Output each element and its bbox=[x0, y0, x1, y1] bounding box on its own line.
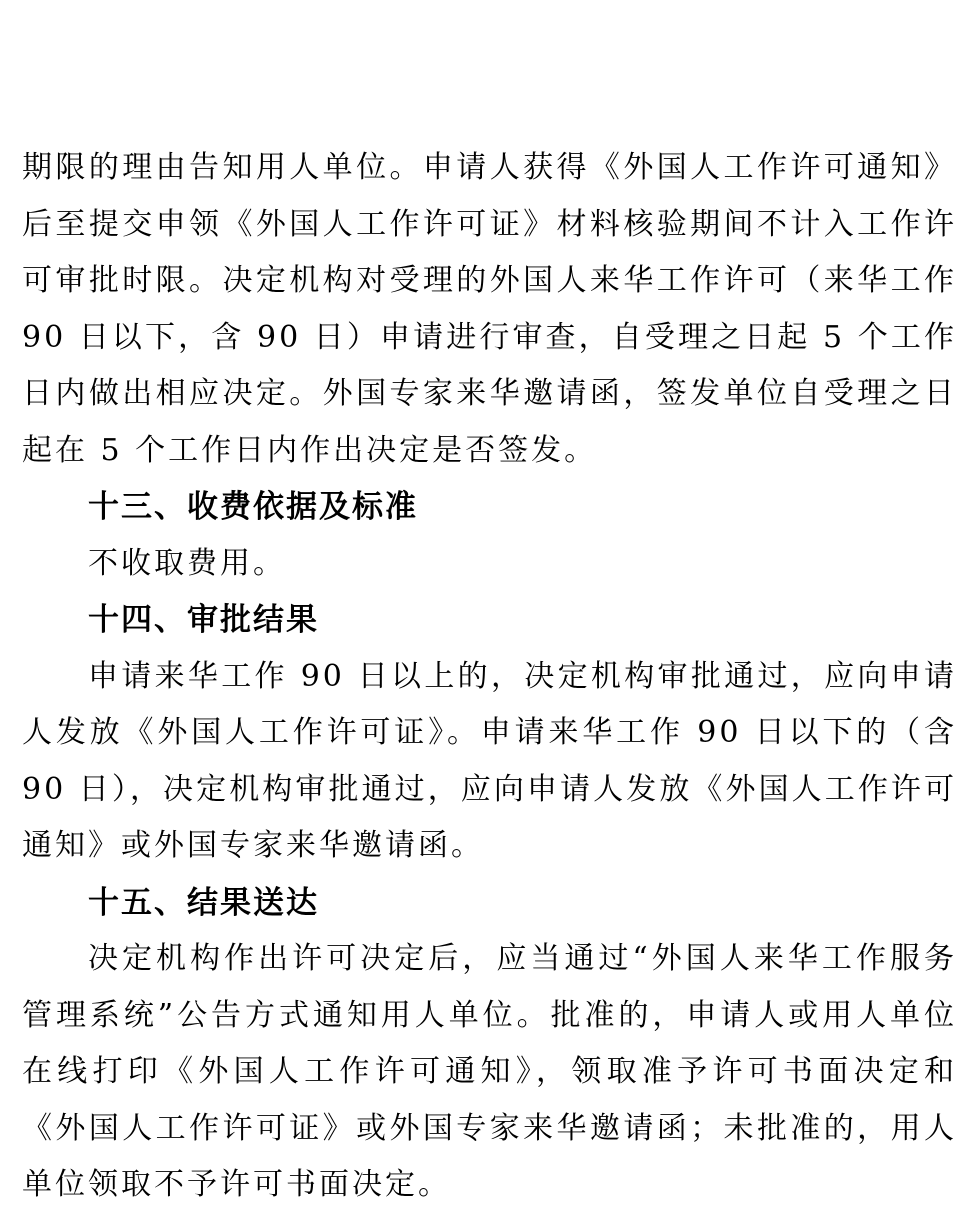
section-13-heading: 十三、收费依据及标准 bbox=[88, 489, 418, 525]
section-14-heading: 十四、审批结果 bbox=[88, 602, 319, 638]
section-15-body: 决定机构作出许可决定后，应当通过“外国人来华工作服务管理系统”公告方式通知用人单位。批准的，申请人或用人单位在线打印《外国人工作许可通知》，领取准予许可书面决定和《外国人工作许可证》或外国专家来华邀请函；未批准的，用人单位领取不予许可书面决定。 bbox=[22, 941, 957, 1202]
section-15-heading: 十五、结果送达 bbox=[88, 884, 319, 921]
section-14-body: 申请来华工作 90 日以上的，决定机构审批通过，应向申请人发放《外国人工作许可证》。申请来华工作 90 日以下的（含 90 日），决定机构审批通过，应向申请人发放《外国人工作许可通知》或外国专家来华邀请函。 bbox=[22, 658, 957, 863]
continuation-paragraph: 期限的理由告知用人单位。申请人获得《外国人工作许可通知》后至提交申领《外国人工作许可证》材料核验期间不计入工作许可审批时限。决定机构对受理的外国人来华工作许可（来华工作 90 日以下，含 90 日）申请进行审查，自受理之日起 5 个工作日内做出相应决定。外国专家来华邀请函，签发单位自受理之日起在 5 个工作日内作出决定是否签发。 bbox=[22, 150, 957, 468]
section-13-body: 不收取费用。 bbox=[88, 545, 286, 581]
